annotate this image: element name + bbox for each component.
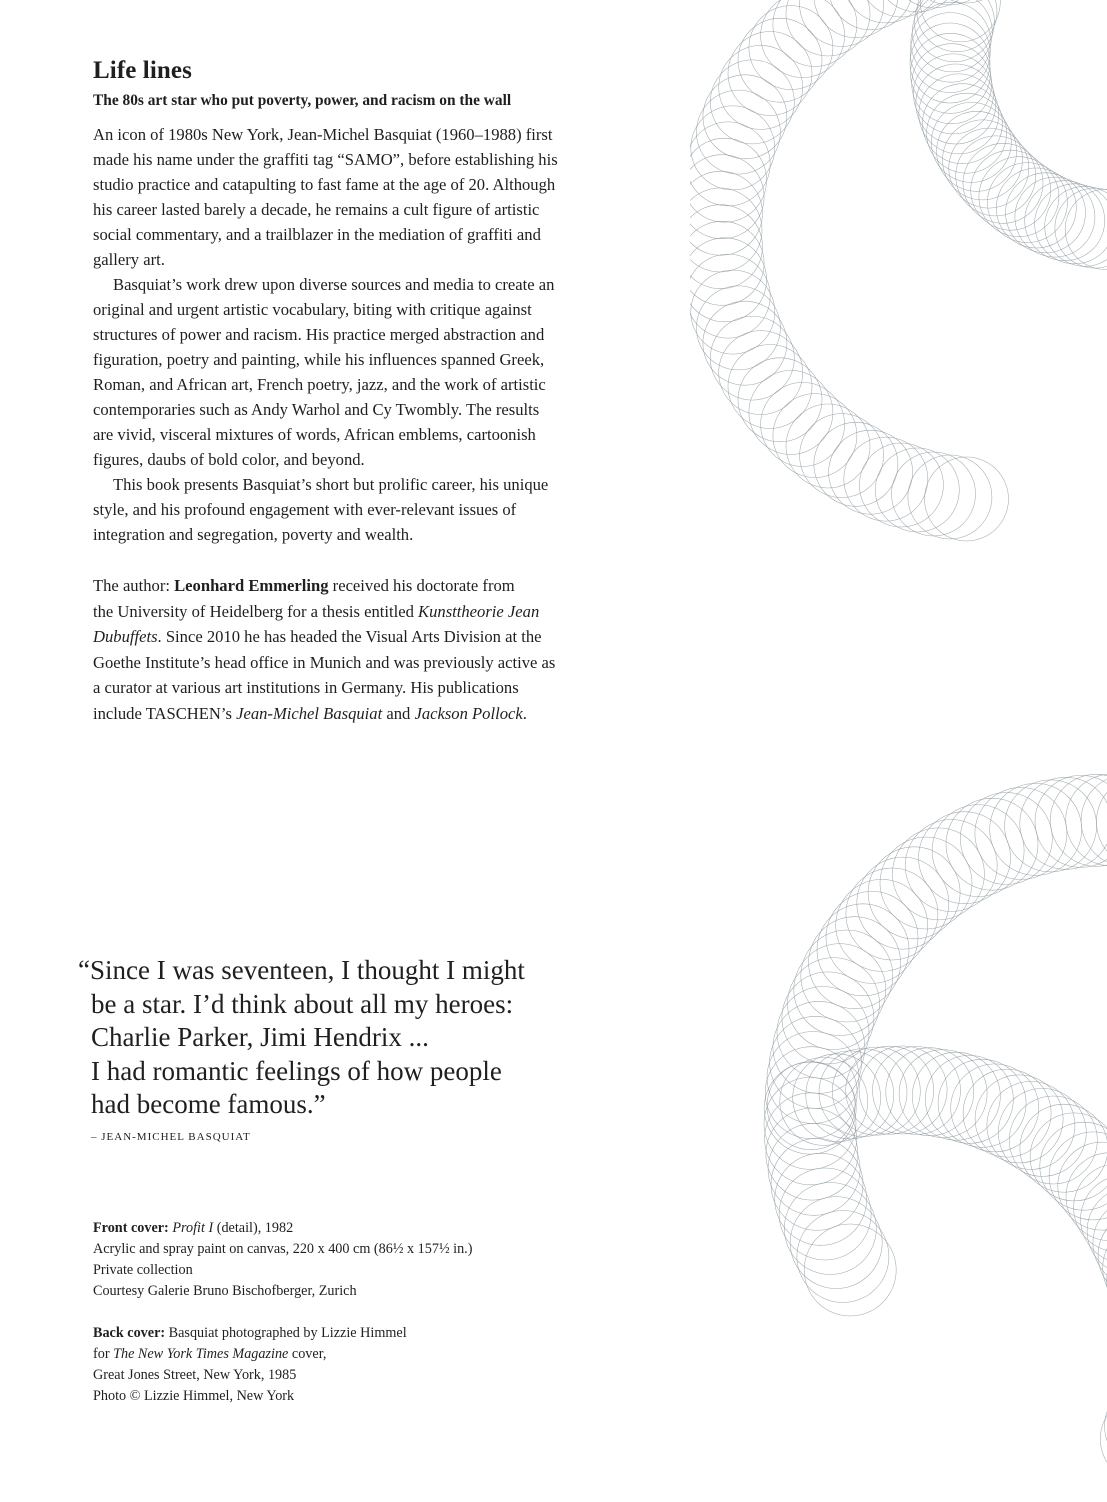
spiro-circle — [690, 205, 763, 289]
book-title: Jackson Pollock — [414, 703, 523, 723]
text-line: This book presents Basquiat’s short but prolific career, his unique — [113, 475, 549, 494]
quote-line: had become famous.” — [91, 1089, 326, 1119]
spiro-circle — [913, 54, 993, 134]
text-line: An icon of 1980s New York, Jean-Michel Basquiat (1960–1988) first — [93, 125, 553, 144]
spiro-circle — [690, 188, 762, 272]
spiro-circle — [920, 0, 1000, 42]
quote-attribution: – JEAN-MICHEL BASQUIAT — [91, 1131, 251, 1143]
spiro-circle — [956, 136, 1036, 216]
spiro-circle — [859, 0, 943, 17]
text-span: cover, — [288, 1346, 327, 1362]
spiro-circle — [875, 448, 959, 532]
credit-label: Back cover: — [93, 1325, 166, 1341]
spiro-circle — [1096, 776, 1107, 868]
spiro-circle — [696, 90, 780, 174]
spirograph-decoration — [690, 0, 1107, 1502]
book-title: Jean-Michel Basquiat — [236, 703, 383, 723]
thesis-title: Kunsttheorie Jean — [418, 601, 540, 621]
artwork-title: Profit I — [172, 1220, 214, 1236]
spiro-circle — [892, 452, 976, 536]
spiro-circle — [927, 93, 1007, 173]
text-line — [93, 1323, 613, 1344]
spiro-circle — [998, 1088, 1086, 1176]
description-text — [93, 122, 633, 547]
heading: Life lines — [93, 57, 192, 84]
spiro-circle — [943, 120, 1023, 200]
text-line: studio practice and catapulting to fast fame at the age of 20. Although — [93, 175, 556, 194]
spiro-circle — [814, 0, 898, 38]
spiro-circle — [703, 75, 787, 159]
spiro-circle — [931, 102, 1011, 182]
spiro-circle — [1081, 775, 1107, 867]
text-line: his career lasted barely a decade, he remains a cult figure of artistic — [93, 200, 540, 219]
text-span: (detail), 1982 — [213, 1220, 294, 1236]
spiro-circle — [912, 0, 992, 72]
spiro-circle — [761, 382, 845, 466]
text-span: . Since 2010 he has headed the Visual Arts Division at the — [157, 627, 542, 646]
quote-line: I had romantic feelings of how people — [91, 1055, 502, 1086]
spiro-circle — [911, 2, 991, 82]
spiro-circle — [910, 23, 990, 103]
spiro-circle — [910, 13, 990, 93]
text-line: a curator at various art institutions in Germany. His publications — [93, 678, 519, 697]
text-line: Goethe Institute’s head office in Munich and was previously active as — [93, 652, 556, 672]
back-cover-credit — [93, 1323, 613, 1407]
spiro-circle — [1058, 1142, 1107, 1230]
author-bio — [93, 573, 633, 726]
spiro-circle — [1065, 189, 1107, 269]
spiro-circle — [728, 345, 812, 429]
magazine-title: The New York Times Magazine — [113, 1346, 289, 1362]
text-span: include TASCHEN’s — [93, 703, 237, 723]
text-line: Private collection — [93, 1262, 193, 1278]
author-label: The author: — [93, 576, 175, 595]
credit-label: Front cover: — [93, 1220, 169, 1236]
text-span: . — [522, 703, 527, 723]
front-cover-credit — [93, 1218, 613, 1302]
text-line: structures of power and racism. His practice merged abstraction and — [93, 325, 545, 344]
spiro-circle — [912, 44, 992, 124]
spiro-circle — [690, 171, 763, 255]
spiro-circle — [963, 143, 1043, 223]
text-line: gallery art. — [93, 250, 165, 269]
author-name: Leonhard Emmerling — [174, 576, 329, 595]
spiro-circle — [690, 254, 770, 338]
spiro-circle — [987, 163, 1067, 243]
text-line: contemporaries such as Andy Warhol and Cy Twombly. The results — [93, 400, 540, 419]
cover-credits — [93, 1218, 613, 1407]
text-line: figures, daubs of bold color, and beyond. — [93, 450, 365, 469]
text-line: Courtesy Galerie Bruno Bischofberger, Zurich — [93, 1283, 357, 1299]
pull-quote — [78, 954, 678, 1122]
text-line — [93, 1218, 613, 1239]
text-line: made his name under the graffiti tag “SAMO”, before establishing his — [93, 150, 558, 169]
spiro-circle — [690, 138, 767, 222]
spiro-circle — [1103, 1224, 1107, 1312]
spiro-circle — [829, 0, 913, 30]
spiro-circle — [800, 0, 884, 46]
text-line — [93, 599, 633, 625]
quote-line: Charlie Parker, Jimi Hendrix ... — [91, 1022, 429, 1052]
thesis-title: Dubuffets — [93, 627, 158, 646]
spiro-circle — [696, 286, 780, 370]
spiro-circle — [690, 221, 764, 305]
text-line: Photo © Lizzie Himmel, New York — [93, 1388, 295, 1404]
spiro-circle — [1100, 1395, 1107, 1483]
text-span: Basquiat photographed by Lizzie Himmel — [165, 1325, 407, 1341]
text-line — [93, 701, 633, 727]
spiro-circle — [690, 155, 764, 239]
spiro-circle — [925, 457, 1009, 541]
spiro-circle — [1066, 774, 1107, 866]
spiro-circle — [1006, 173, 1086, 253]
subheading: The 80s art star who put poverty, power, and racism on the wall — [93, 92, 512, 109]
text-span: the University of Heidelberg for a thesis entitled — [93, 601, 419, 621]
spiro-circle — [908, 455, 992, 539]
text-line: style, and his profound engagement with ever-relevant issues of — [93, 500, 517, 519]
text-line: social commentary, and a trailblazer in the mediation of graffiti and — [93, 225, 541, 244]
spiro-circle — [690, 238, 767, 322]
text-line — [93, 573, 633, 599]
text-line — [93, 1344, 613, 1365]
text-line: are vivid, visceral mixtures of words, African emblems, cartoonish — [93, 425, 536, 444]
text-line: figuration, poetry and painting, while his influences spanned Greek, — [93, 350, 545, 369]
text-line: Great Jones Street, New York, 1985 — [93, 1367, 297, 1383]
text-line: original and urgent artistic vocabulary, biting with critique against — [93, 300, 532, 319]
spiro-circle — [690, 122, 770, 206]
spiro-circle — [1074, 1164, 1107, 1252]
spiro-circle — [951, 1064, 1039, 1152]
spiro-circle — [975, 1075, 1063, 1163]
text-line — [93, 624, 633, 650]
quote-line: “Since I was seventeen, I thought I might — [78, 955, 525, 985]
text-span: received his doctorate from — [328, 576, 515, 595]
text-line: integration and segregation, poverty and wealth. — [93, 525, 414, 544]
spiro-circle — [963, 1069, 1051, 1157]
spiro-circle — [728, 32, 812, 116]
text-line: Acrylic and spray paint on canvas, 220 x 400 cm (86½ x 157½ in.) — [93, 1241, 473, 1257]
text-span: for — [93, 1346, 114, 1362]
text-span: and — [382, 703, 415, 723]
quote-line: be a star. I’d think about all my heroes: — [91, 988, 514, 1019]
text-line: Roman, and African art, French poetry, jazz, and the work of artistic — [93, 375, 546, 394]
spiro-circle — [937, 111, 1017, 191]
spiro-circle — [703, 301, 787, 385]
spiro-circle — [844, 437, 928, 521]
text-line: Basquiat’s work drew upon diverse sources and media to create an — [113, 275, 555, 294]
